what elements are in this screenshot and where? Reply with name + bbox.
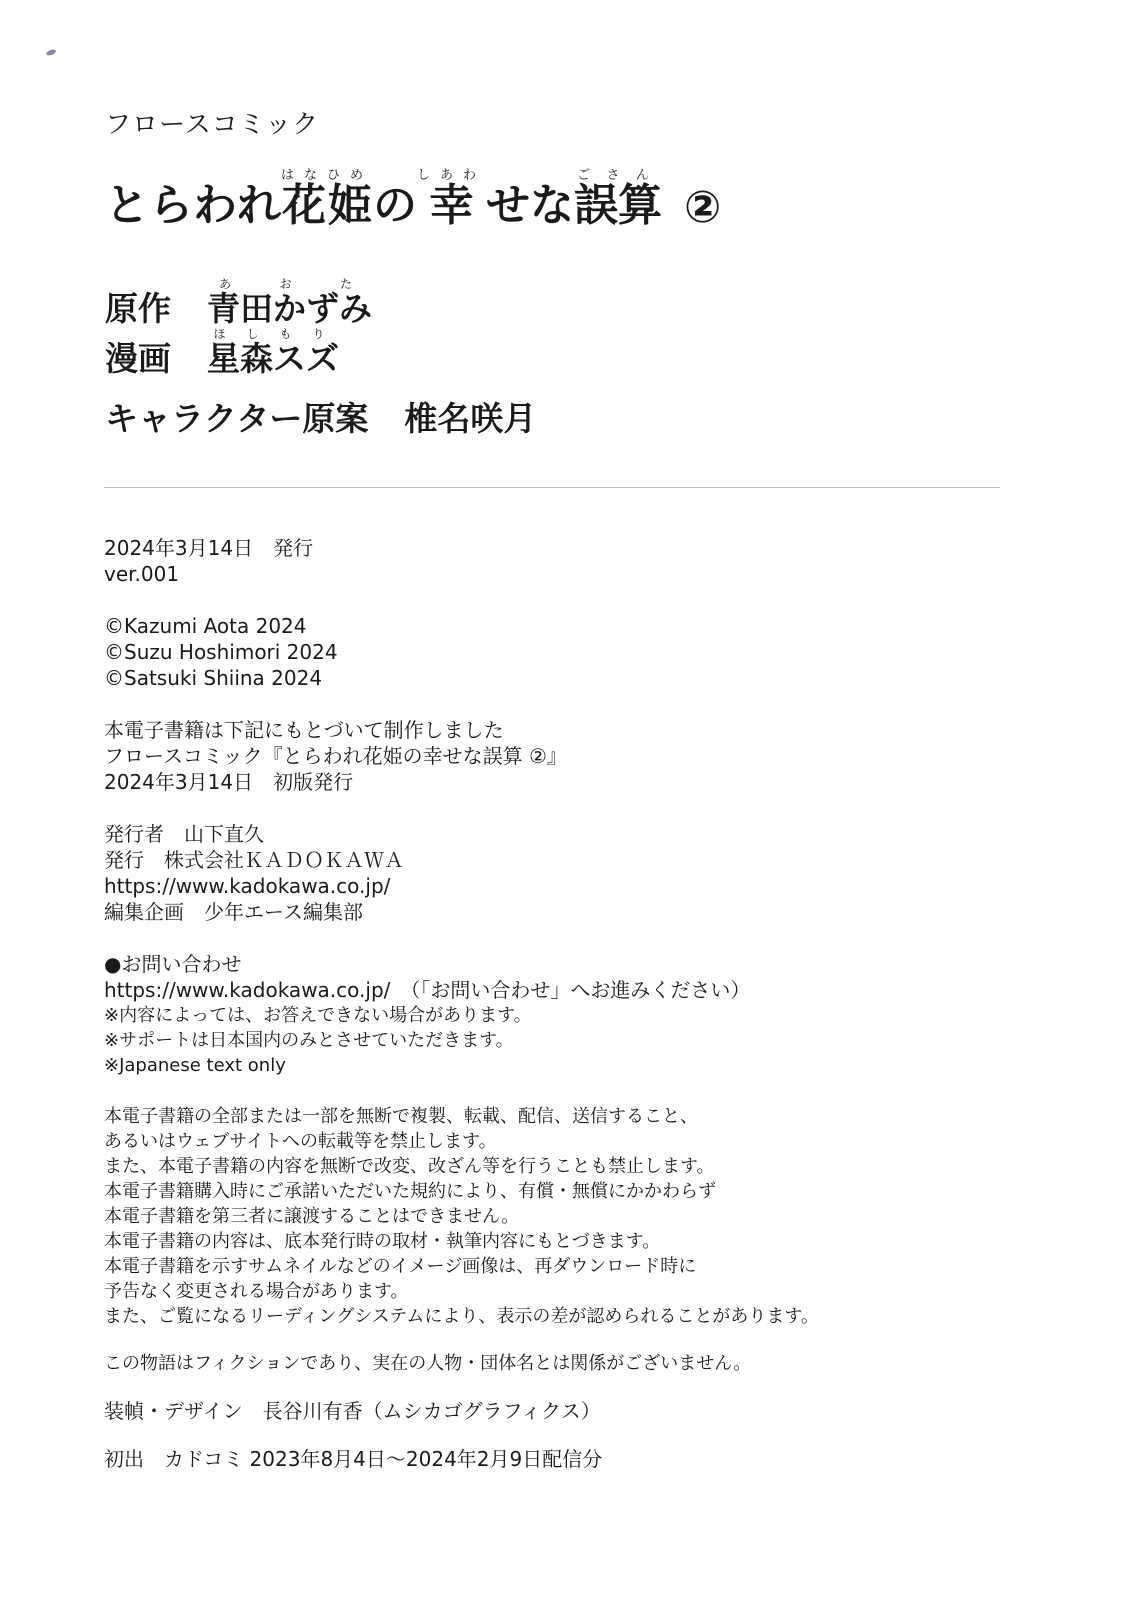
title-part: 幸しあわ xyxy=(417,168,487,231)
character-designer: 椎名咲月 xyxy=(404,399,537,438)
credit-original: 原作 青田かずみあおた xyxy=(105,277,372,328)
title-part: せな xyxy=(486,180,575,231)
scan-mark xyxy=(45,48,56,56)
divider xyxy=(104,487,1000,488)
inquiry-block: ●お問い合わせ https://www.kadokawa.co.jp/ （「お問い合わせ」へお進みください） ※内容によっては、お答えできない場合があります。 ※サポートは日本国内のみとさせていただきます。 ※Japanese text only xyxy=(104,951,819,1078)
original-author: 青田かずみあおた xyxy=(207,277,372,328)
first-publication: 初出 カドコミ 2023年8月4日～2024年2月9日配信分 xyxy=(104,1447,603,1471)
credit-manga: 漫画 星森スズほしもり xyxy=(105,327,339,378)
design-credit: 装幀・デザイン 長谷川有香（ムシカゴグラフィクス） xyxy=(104,1399,601,1423)
fiction-note: この物語はフィクションであり、実在の人物・団体名とは関係がございません。 xyxy=(104,1353,752,1374)
legal-block: 本電子書籍の全部または一部を無断で複製、転載、配信、送信すること、 あるいはウェブサイトへの転載等を禁止します。 また、本電子書籍の内容を無断で改変、改ざん等を行うことも禁止します。 本電子書籍購入時にご承諾いただいた規約により、有償・無償にかかわらず 本電子書籍を第三者に譲渡することはできません。 本電子書籍の内容は、底本発行時の取材・執筆内容にもとづきます。 本電子書籍を示すサムネイルなどのイメージ画像は、再ダウンロード時に 予告なく変更される場合があります。 また、ご覧になるリーディングシステムにより、表示の差が認められることがあります。 xyxy=(104,1106,819,1327)
credit-character: キャラクター原案 椎名咲月 xyxy=(105,390,536,440)
publisher-url: https://www.kadokawa.co.jp/ xyxy=(104,874,391,898)
publisher-block: 発行者 山下直久 発行 株式会社ＫＡＤＯＫＡＷＡ https://www.kadokawa.co.jp/ 編集企画 少年エース編集部 xyxy=(104,821,819,925)
colophon-info xyxy=(104,535,819,1498)
inquiry-url: https://www.kadokawa.co.jp/ （「お問い合わせ」へお進みください） xyxy=(104,978,751,1002)
title-part: 花姫はなひめ xyxy=(281,168,374,231)
credits xyxy=(105,277,537,440)
book-title xyxy=(105,168,721,233)
publication-block: 2024年3月14日 発行 ver.001 xyxy=(104,536,314,586)
title-part: 誤算ごさん xyxy=(574,168,663,231)
title-part: とらわれ xyxy=(105,180,281,231)
title-part: の xyxy=(373,180,418,231)
imprint-label: フロースコミック xyxy=(105,110,320,140)
volume-number: ② xyxy=(684,182,722,233)
copyright-block: ©Kazumi Aota 2024 ©Suzu Hoshimori 2024 ©Satsuki Shiina 2024 xyxy=(104,614,338,690)
manga-artist: 星森スズほしもり xyxy=(207,327,339,378)
inquiry-heading: ●お問い合わせ xyxy=(104,952,242,976)
source-block: 本電子書籍は下記にもとづいて制作しました フロースコミック『とらわれ花姫の幸せな誤算 ②』 2024年3月14日 初版発行 xyxy=(104,718,567,794)
